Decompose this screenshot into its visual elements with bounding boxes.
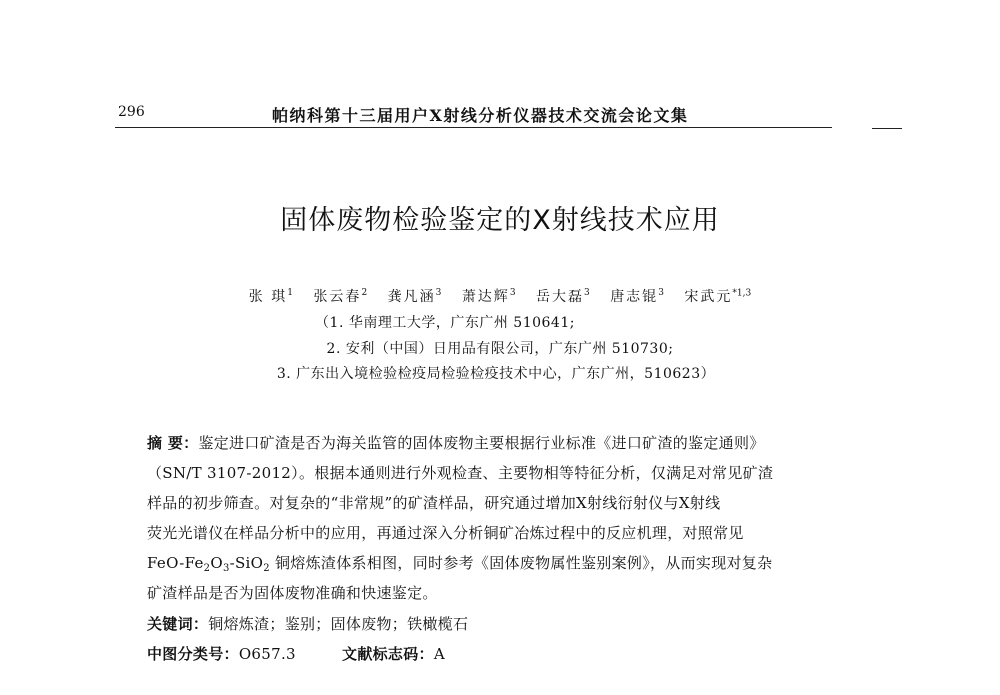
author-name: 岳大磊	[536, 289, 584, 305]
author-affiliation-mark: 3	[509, 288, 516, 299]
running-header-title: 帕纳科第十三届用户X射线分析仪器技术交流会论文集	[272, 106, 689, 125]
author-affiliation-mark: 3	[435, 288, 442, 299]
abstract-line-4: 荧光光谱仪在样品分析中的应用，再通过深入分析铜矿冶炼过程中的反应机理，对照常见	[147, 524, 744, 542]
keywords-line	[147, 613, 468, 634]
doc-code-label: 文献标志码：	[342, 645, 434, 663]
author-affiliation-mark: *1,3	[732, 288, 752, 299]
formula-part: -SiO	[229, 554, 264, 572]
author-affiliation-mark: 1	[287, 288, 293, 299]
header-rule	[115, 127, 832, 128]
affiliation-2: 2. 安利（中国）日用品有限公司，广东广州 510730;	[326, 341, 674, 357]
formula-subscript: 3	[222, 563, 230, 574]
formula-subscript: 2	[203, 563, 211, 574]
abstract-label: 摘 要：	[147, 434, 199, 452]
author-name: 唐志锟	[610, 289, 659, 305]
keywords-label: 关键词：	[147, 615, 209, 633]
page-number: 296	[118, 104, 145, 120]
clc-label: 中图分类号：	[147, 645, 239, 663]
abstract-line-6: 矿渣样品是否为固体废物准确和快速鉴定。	[147, 584, 438, 602]
classification-line	[147, 643, 445, 664]
author-affiliation-mark: 3	[584, 288, 590, 299]
doc-code-value: A	[433, 645, 445, 663]
author-name: 萧达辉	[461, 289, 510, 305]
author-affiliation-mark: 3	[658, 288, 664, 299]
author-affiliation-mark: 2	[361, 288, 368, 299]
header-rule-fragment	[872, 128, 902, 129]
paper-title: 固体废物检验鉴定的X射线技术应用	[280, 205, 720, 236]
abstract-line-1	[147, 432, 765, 453]
abstract-line-2: （SN/T 3107-2012）。根据本通则进行外观检查、主要物相等特征分析，仅满足对常见矿渣	[147, 464, 774, 482]
abstract-text: 铜熔炼渣体系相图，同时参考《固体废物属性鉴别案例》，从而实现对复杂	[269, 554, 773, 572]
abstract-line-5	[147, 552, 772, 574]
affiliation-3: 3. 广东出入境检验检疫局检验检疫技术中心，广东广州，510623）	[276, 366, 716, 382]
clc-value: O657.3	[238, 645, 296, 663]
keywords-text: 铜熔炼渣；鉴别；固体废物；铁橄榄石	[208, 615, 469, 633]
author-name: 宋武元	[684, 289, 733, 305]
author-name: 龚凡涵	[387, 289, 436, 305]
author-name: 张 琪	[248, 289, 288, 305]
author-list	[0, 286, 1000, 306]
formula-part: O	[210, 554, 223, 572]
abstract-text: 鉴定进口矿渣是否为海关监管的固体废物主要根据行业标准《进口矿渣的鉴定通则》	[198, 434, 765, 452]
author-name: 张云春	[313, 289, 362, 305]
formula-part: FeO-Fe	[147, 554, 204, 572]
affiliation-1: （1. 华南理工大学，广东广州 510641;	[315, 315, 575, 331]
formula-subscript: 2	[263, 563, 270, 574]
abstract-line-3: 样品的初步筛查。对复杂的“非常规”的矿渣样品，研究通过增加X射线衍射仪与X射线	[147, 494, 721, 512]
